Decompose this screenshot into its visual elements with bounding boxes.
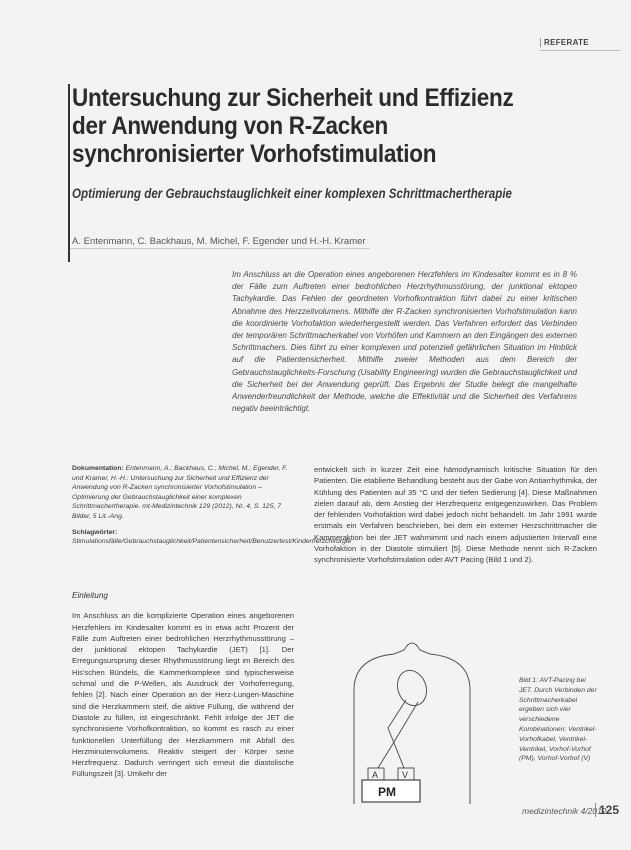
right-column-text: entwickelt sich in kurzer Zeit eine hämodynamisch kritische Situation für den Patienten. Die etablierte Behandlung besteht aus der Gabe von Antiarrhythmika, der Kühlung des Patienten auf 35 °C und der tiefen Sedierung [4]. Diese Maßnahmen zielen darauf ab, dem Anstieg der Herzfrequenz entgegenzuwirken. Das Problem der fehlenden Vorhofaktion wird dabei jedoch nicht behandelt. Im Jahr 1991 wurde erstmals ein Verfahren beschrieben, bei dem ein externer Herzschrittmacher die Kammeraktion bei der JET wahrnimmt und nach einem adjustierten Intervall eine Vorhofaktion in der Diastole stimuliert [5]. Diese Methode nennt sich R-Zacken synchronisierte Vorhofstimulation oder AVT Pacing (Bild 1 und 2). bbox=[314, 465, 597, 565]
keywords-label: Schlagwörter: bbox=[72, 528, 118, 536]
label-v: V bbox=[402, 770, 409, 780]
lead-ventricular bbox=[394, 702, 418, 742]
intro-text: Im Anschluss an die komplizierte Operation eines angeborenen Herzfehlers im Kindesalter kommt es in etwa acht Prozent der Fälle zum Auftreten einer bedrohlichen Herzrhythmusstörung – der junktional ektopen Tachykardie (JET) [1]. Der Erregungsursprung dieser Rhythmusstörung liegt im Bereich des His'schen Bündels, die Kammerkomplexe sind typischerweise schmal und die P-Wellen, als Ausdruck der Vorhoferregung, fehlen [2]. Nach einer Operation an der Herz-Lungen-Maschine sind die Herzkammern steif, die aktive Füllung, die während der Diastole zu füllen, ist eingeschränkt. Fehlt infolge der JET die synchronisierte Vorhofkontraktion, so kommt es rasch zu einer funktionellen Unterfüllung der Herzkammern mit Abfall des Herzminutenvolumens. Reaktiv steigert der Körper seine Herzfrequenz. Dadurch verringert sich erneut die diastolische Füllungszeit [3]. Umkehr der bbox=[72, 611, 294, 779]
heart-shape bbox=[393, 666, 432, 709]
article-title: Untersuchung zur Sicherheit und Effizienz der Anwendung von R-Zacken synchronisierter Vorhofstimulation bbox=[72, 84, 514, 168]
right-column bbox=[314, 464, 597, 566]
keywords-text: Stimulationsfälle/Gebrauchstauglichkeit/Patientensicherheit/Benutzertest/Kinderherzchirurgie bbox=[72, 538, 352, 546]
documentation-text: Entenmann, A.; Backhaus, C.; Michel, M.; Egender, F. und Kramer, H.-H.: Untersuchung zur Sicherheit und Effizienz der Anwendung von R-Zacken synchronisierter Vorhofstimulation – Optimierung der Gebrauchstauglichkeit einer komplexen Schrittmachertherapie. mt-Medizintechnik 129 (2012), Nr. 4, S. 125, 7 Bilder, 5 Lit.-Ang. bbox=[72, 465, 288, 520]
documentation-paragraph bbox=[72, 464, 294, 522]
section-tag: REFERATE bbox=[540, 38, 589, 47]
title-accent-bar bbox=[68, 84, 70, 262]
label-a: A bbox=[372, 770, 379, 780]
abstract: Im Anschluss an die Operation eines angeborenen Herzfehlers im Kindesalter kommt es in 8 % der Fälle zum Auftreten einer bedrohlichen Herzrhythmusstörung, der junktional ektopen Tachykardie. Das Fehlen der geordneten Vorhofkontraktion führt dabei zu einer kritischen Abnahme des Herzzeitvolumens. Mithilfe der R-Zacken synchronisierten Vorhofstimulation kann die koordinierte Vorhofaktion wiederhergestellt werden. Das Verfahren erfordert das Verbinden der temporären Schrittmacherkabel von Vorhöfen und Kammern an den Eingängen des externen Schrittmachers. Dies führt zu einer komplexen und potenziell gefährlichen Situation im Hinblick auf die Patientensicherheit. Mithilfe zweier Methoden aus dem Bereich der Gebrauchstauglichkeits-Forschung (Usability Engineering) wurden die Gebrauchstauglichkeit und die Sicherheit bei der Anwendung geprüft. Das Ergebnis der Studie belegt die mangelhafte Anwenderfreundlichkeit der Methode, welche die Effektivität und die Sicherheit des Verfahrens negativ beeinträchtigt. bbox=[232, 270, 577, 414]
lead-cross-2 bbox=[378, 742, 394, 768]
top-rule bbox=[540, 50, 620, 51]
figure-caption: Bild 1: AVT-Pacing bei JET. Durch Verbinden der Schrittmacherkabel ergeben sich vier verschiedene Kombinationen: Ventrikel-Vorhofkabel, Ventrikel-Ventrikel, Vorhof-Vorhof (PM), Vorhof-Vorhof (V) bbox=[519, 677, 597, 763]
intro-heading: Einleitung bbox=[72, 591, 108, 600]
keywords-paragraph bbox=[72, 528, 352, 547]
figure-avt-pacing bbox=[314, 630, 510, 804]
documentation-box bbox=[72, 464, 352, 553]
journal-footer: medizintechnik 4/2012 bbox=[522, 806, 607, 816]
left-column bbox=[72, 590, 294, 780]
documentation-label: Dokumentation: bbox=[72, 465, 124, 472]
article-subtitle: Optimierung der Gebrauchstauglichkeit einer komplexen Schrittmachertherapie bbox=[72, 186, 513, 201]
authors-line: A. Entenmann, C. Backhaus, M. Michel, F. Egender und H.-H. Kramer bbox=[72, 236, 366, 247]
authors-divider bbox=[70, 248, 370, 249]
lead-atrial bbox=[388, 700, 406, 728]
page-number: 125 bbox=[595, 803, 619, 817]
label-pm: PM bbox=[378, 785, 396, 799]
